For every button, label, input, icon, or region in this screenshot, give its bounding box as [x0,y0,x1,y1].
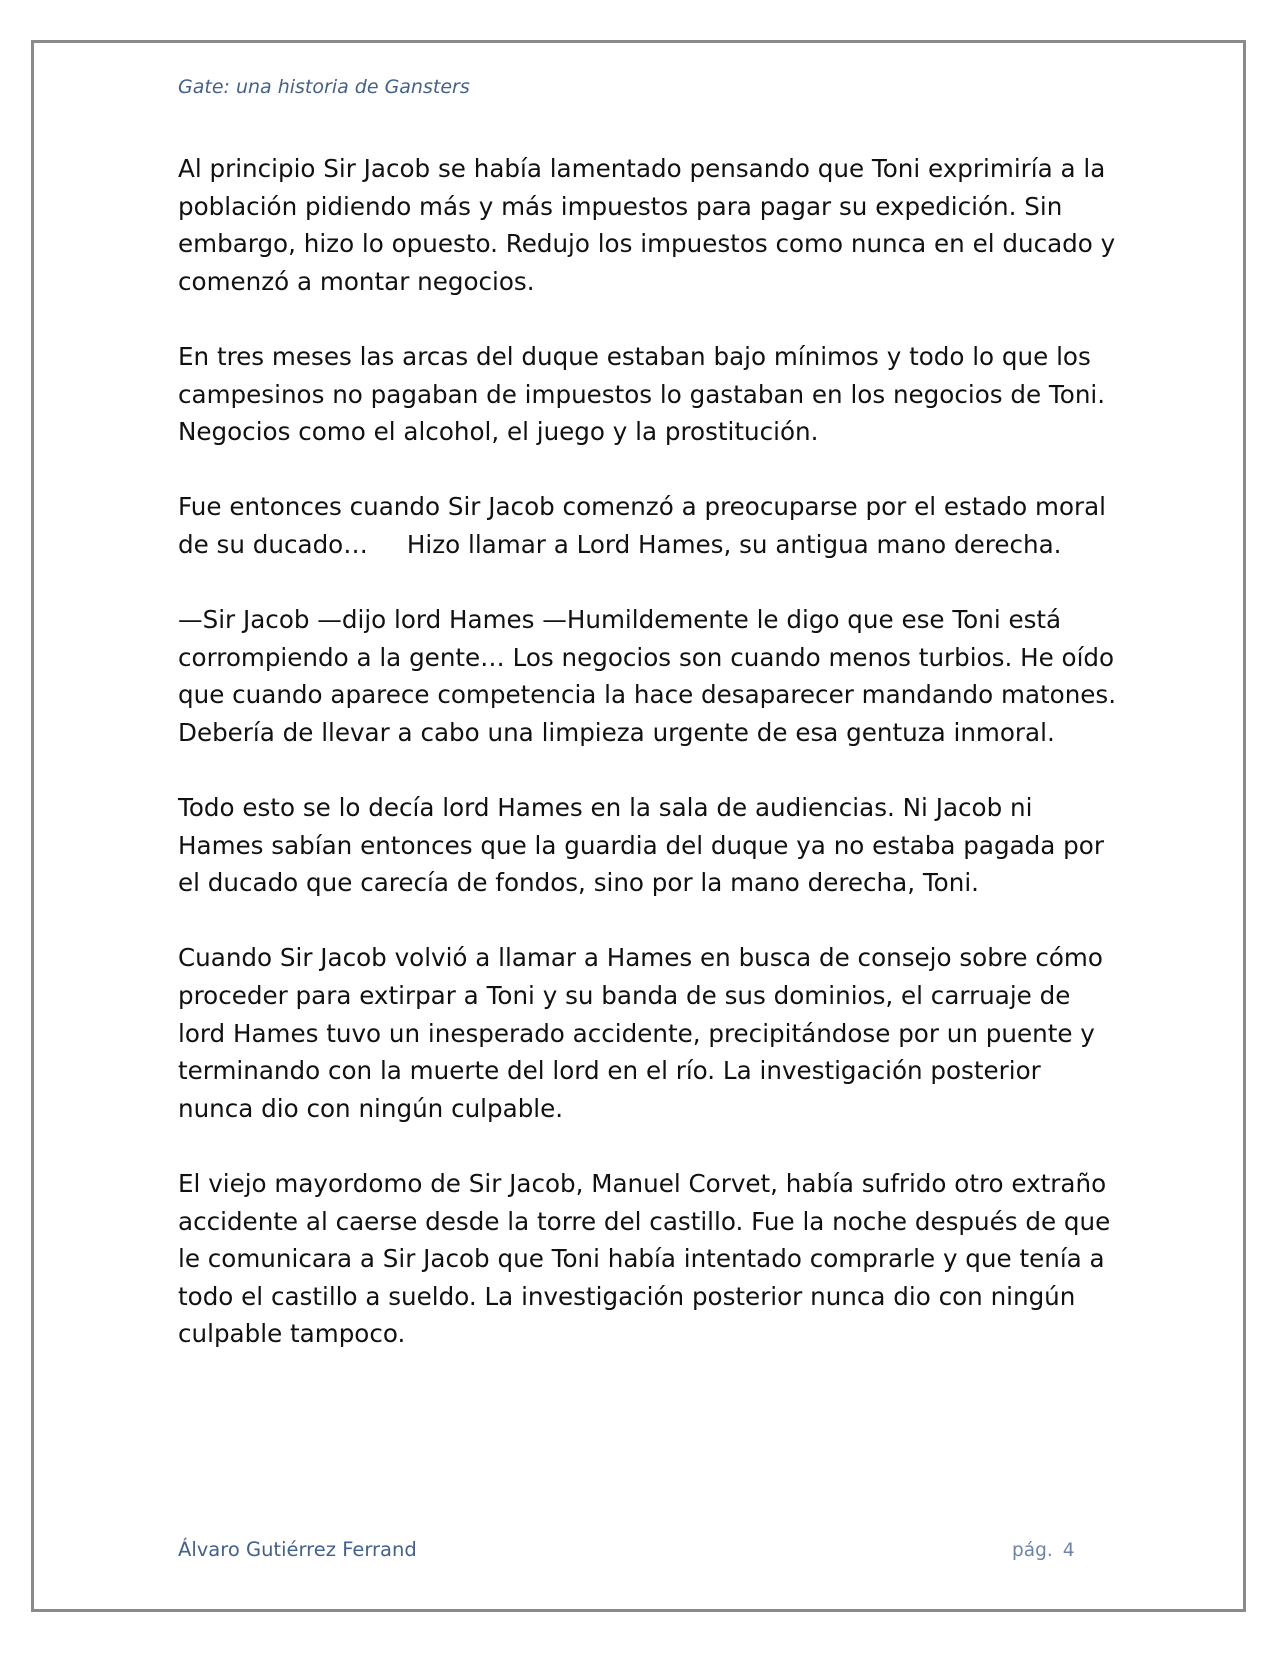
page-label: pág. [1012,1540,1053,1561]
page-number: 4 [1062,1540,1075,1561]
document-body [178,150,1118,1391]
paragraph: En tres meses las arcas del duque estaban bajo mínimos y todo lo que los campesinos no pagaban de impuestos lo gastaban en los negocios de Toni. Negocios como el alcohol, el juego y la prostitución. [178,341,1106,447]
paragraph: —Sir Jacob —dijo lord Hames —Humildemente le digo que ese Toni está corrompiendo a la gente… Los negocios son cuando menos turbios. He oído que cuando aparece competencia la hace desaparecer mandando matones. Debería de llevar a cabo una limpieza urgente de esa gentuza inmoral. [178,605,1117,747]
paragraph: Al principio Sir Jacob se había lamentado pensando que Toni exprimiría a la población pidiendo más y más impuestos para pagar su expedición. Sin embargo, hizo lo opuesto. Redujo los impuestos como nunca en el ducado y comenzó a montar negocios. [178,154,1116,296]
paragraph: Fue entonces cuando Sir Jacob comenzó a preocuparse por el estado moral de su ducado… Hizo llamar a Lord Hames, su antigua mano derecha. [178,492,1114,559]
footer-page-number [1012,1540,1075,1561]
footer-author: Álvaro Gutiérrez Ferrand [178,1538,417,1561]
paragraph: El viejo mayordomo de Sir Jacob, Manuel Corvet, había sufrido otro extraño accidente al caerse desde la torre del castillo. Fue la noche después de que le comunicara a Sir Jacob que Toni había intentado comprarle y que tenía a todo el castillo a sueldo. La investigación posterior nunca dio con ningún culpable tampoco. [178,1169,1111,1349]
paragraph: Cuando Sir Jacob volvió a llamar a Hames en busca de consejo sobre cómo proceder para extirpar a Toni y su banda de sus dominios, el carruaje de lord Hames tuvo un inesperado accidente, precipitándose por un puente y terminando con la muerte del lord en el río. La investigación posterior nunca dio con ningún culpable. [178,943,1103,1123]
running-header-title: Gate: una historia de Gansters [178,76,470,98]
paragraph: Todo esto se lo decía lord Hames en la sala de audiencias. Ni Jacob ni Hames sabían entonces que la guardia del duque ya no estaba pagada por el ducado que carecía de fondos, sino por la mano derecha, Toni. [178,793,1104,898]
